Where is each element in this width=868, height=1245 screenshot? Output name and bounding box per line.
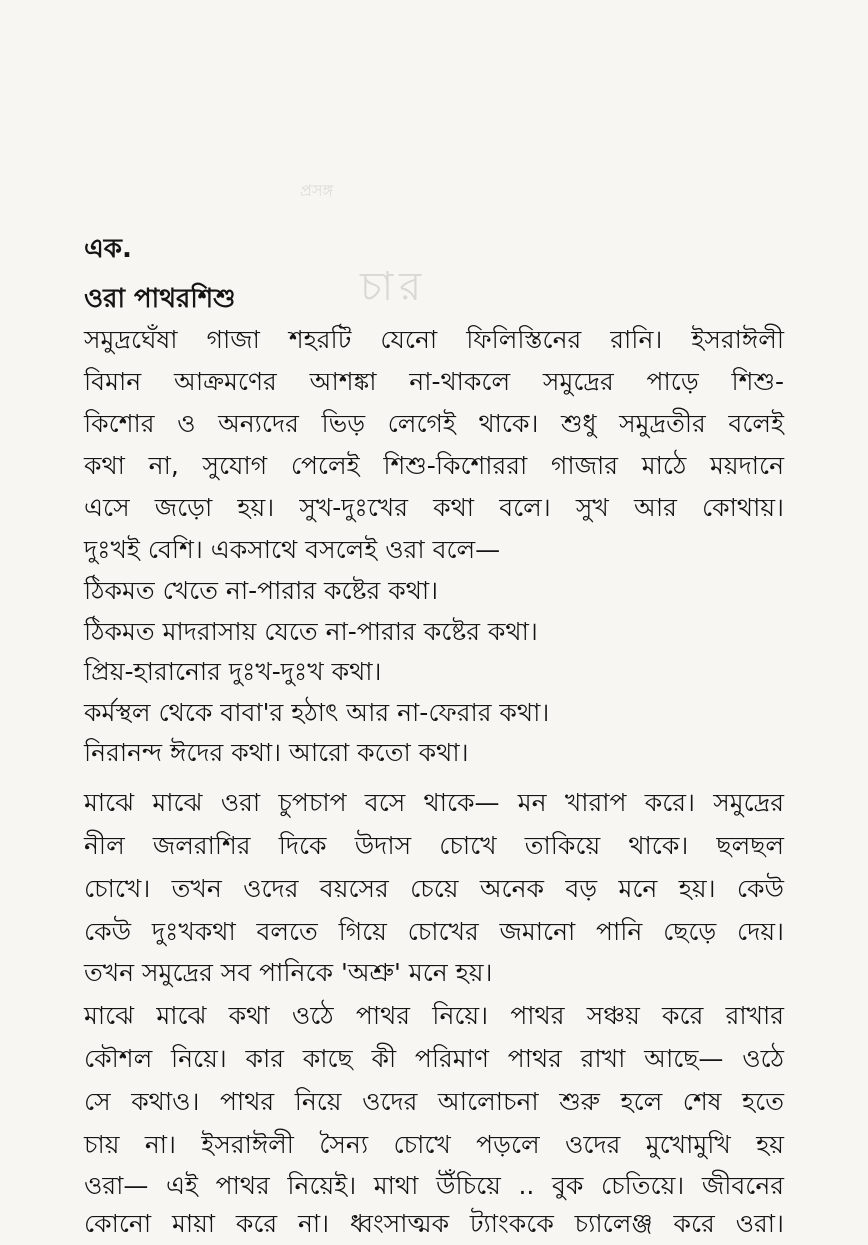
text-line: ওরা— এই পাথর নিয়েই। মাথা উঁচিয়ে .. বুক চেতিয়ে। জীবনের (84, 1171, 784, 1200)
text-line: সমুদ্রঘেঁষা গাজা শহরটি যেনো ফিলিস্তিনের রানি। ইসরাঈলী (84, 325, 784, 354)
text-line: বিমান আক্রমণের আশঙ্কা না-থাকলে সমুদ্রের পাড়ে শিশু- (84, 367, 784, 396)
chapter-number: এক. (84, 234, 132, 264)
text-line: প্রিয়-হারানোর দুঃখ-দুঃখ কথা। (84, 657, 382, 686)
text-line: সে কথাও। পাথর নিয়ে ওদের আলোচনা শুরু হলে শেষ হতে (84, 1087, 784, 1116)
text-line: এসে জড়ো হয়। সুখ-দুঃখের কথা বলে। সুখ আর কোথায়। (84, 493, 784, 522)
text-line: নিরানন্দ ঈদের কথা। আরো কতো কথা। (84, 738, 469, 767)
faded-bleed-through-top: প্রসঙ্গ (300, 181, 334, 200)
text-line: মাঝে মাঝে ওরা চুপচাপ বসে থাকে— মন খারাপ করে। সমুদ্রের (84, 788, 784, 817)
text-line: কোনো মায়া করে না। ধ্বংসাত্মক ট্যাংককে চ্যালেঞ্জ করে ওরা। (84, 1209, 784, 1238)
text-line: ঠিকমত মাদরাসায় যেতে না-পারার কষ্টের কথা। (84, 617, 538, 646)
text-line: নীল জলরাশির দিকে উদাস চোখে তাকিয়ে থাকে। ছলছল (84, 831, 784, 860)
faded-bleed-through-text: চার (360, 264, 428, 310)
text-line: তখন সমুদ্রের সব পানিকে 'অশ্রু' মনে হয়। (84, 958, 493, 987)
text-line: মাঝে মাঝে কথা ওঠে পাথর নিয়ে। পাথর সঞ্চয় করে রাখার (84, 1001, 784, 1030)
text-line: কেউ দুঃখকথা বলতে গিয়ে চোখের জমানো পানি ছেড়ে দেয়। (84, 917, 784, 946)
text-line: কথা না, সুযোগ পেলেই শিশু-কিশোররা গাজার মাঠে ময়দানে (84, 451, 784, 480)
text-line: চায় না। ইসরাঈলী সৈন্য চোখে পড়লে ওদের মুখোমুখি হয় (84, 1130, 784, 1159)
text-line: দুঃখই বেশি। একসাথে বসলেই ওরা বলে— (84, 535, 501, 564)
text-line: কিশোর ও অন্যদের ভিড় লেগেই থাকে। শুধু সমুদ্রতীর বলেই (84, 409, 784, 438)
text-line: কর্মস্থল থেকে বাবা'র হঠাৎ আর না-ফেরার কথা। (84, 698, 550, 727)
chapter-title: ওরা পাথরশিশু (84, 284, 236, 314)
text-line: চোখে। তখন ওদের বয়সের চেয়ে অনেক বড় মনে হয়। কেউ (84, 874, 784, 903)
text-line: কৌশল নিয়ে। কার কাছে কী পরিমাণ পাথর রাখা আছে— ওঠে (84, 1044, 784, 1073)
text-line: ঠিকমত খেতে না-পারার কষ্টের কথা। (84, 576, 439, 605)
